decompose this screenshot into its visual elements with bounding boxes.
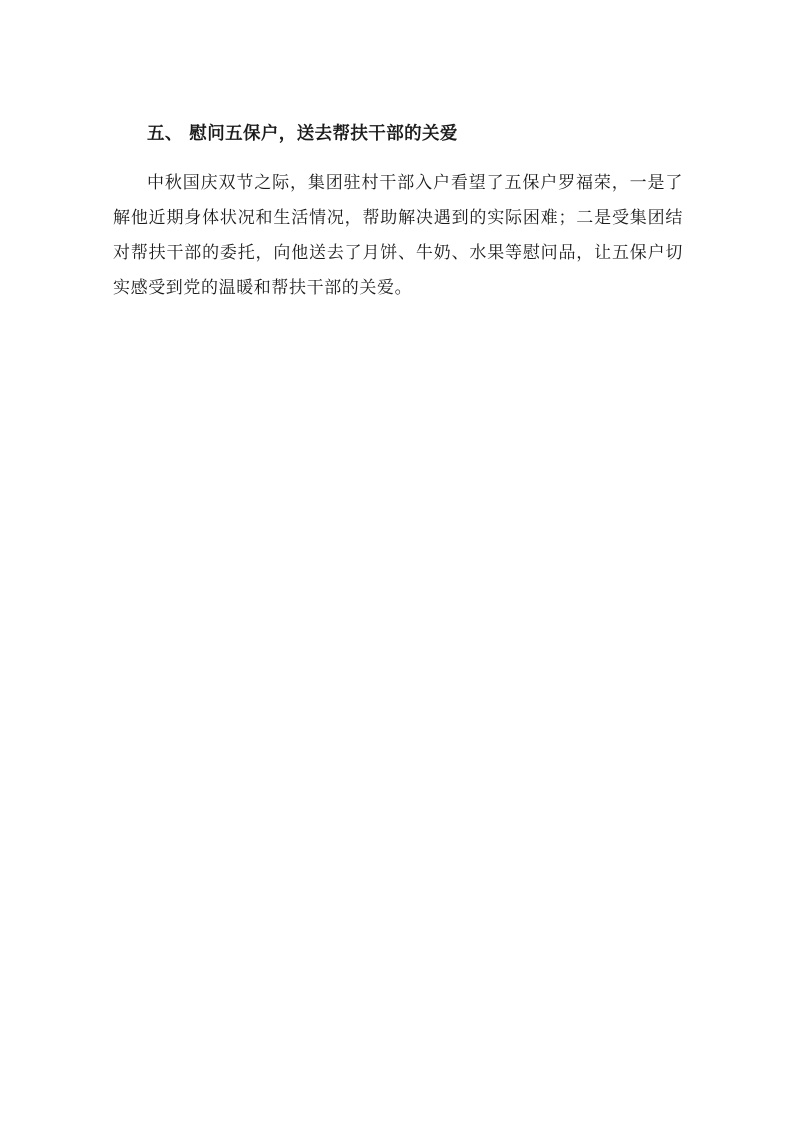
document-content (113, 120, 683, 305)
section-heading: 五、 慰问五保户，送去帮扶干部的关爱 (147, 124, 458, 144)
body-paragraph: 中秋国庆双节之际，集团驻村干部入户看望了五保户罗福荣，一是了解他近期身体状况和生活情况，帮助解决遇到的实际困难；二是受集团结对帮扶干部的委托，向他送去了月饼、牛奶、水果等慰问品，让五保户切实感受到党的温暖和帮扶干部的关爱。 (113, 173, 683, 298)
